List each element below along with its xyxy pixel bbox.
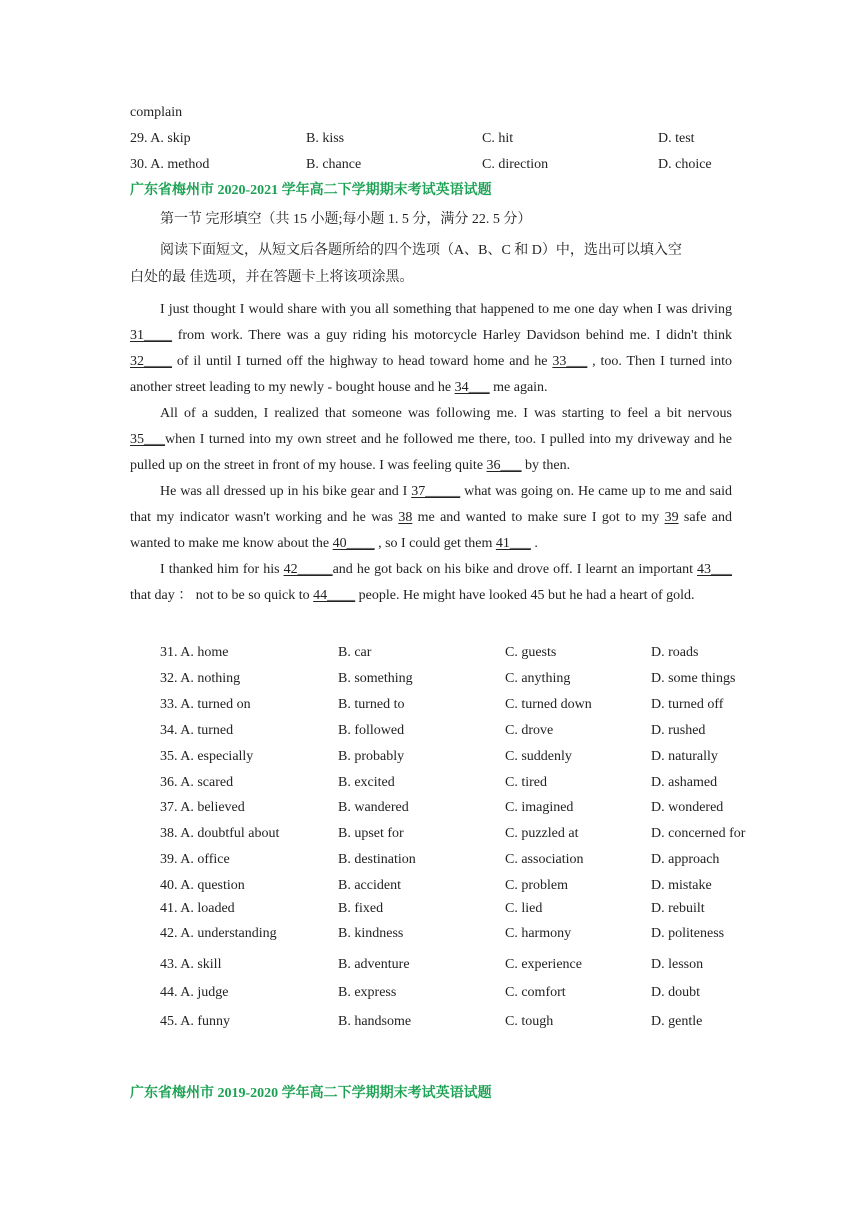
option-row-42 [130,924,830,944]
paragraph-2: All of a sudden, I realized that someone was following me. I was starting to feel a bit nervous 35___when I turned into my own street and he followed me there, too. I pulled into my driveway and he pulled up on the street in front of my house. I was feeling quite 36___ by then. [130,406,732,473]
instruction-line-2: 白处的最 佳选项，并在答题卡上将该项涂黑。 [130,270,414,285]
carry-word: complain [130,105,183,120]
option-row-35 [130,747,830,767]
option-row-39 [130,850,830,870]
option-a: 41. A. loaded [160,901,235,916]
option-row-45 [130,1012,830,1032]
option-row-41 [130,899,830,919]
option-a: 33. A. turned on [160,697,251,712]
option-d: D. naturally [651,749,718,764]
blank-34: 34___ [454,380,490,395]
paragraph-3: He was all dressed up in his bike gear and I 37_____ what was going on. He came up to me and said that my indicator wasn't working and he was 38 me and wanted to make sure I got to my 39 safe and wanted to make me know about the 40____ , so I could get them 41___ . [130,484,732,551]
blank-32: 32____ [130,354,172,369]
option-b: B. adventure [338,957,410,972]
option-b: B. turned to [338,697,405,712]
option-c: C. anything [505,671,571,686]
blank-42: 42_____ [283,562,333,577]
option-a: 44. A. judge [160,985,229,1000]
cloze-passage [130,297,732,609]
blank-39: 39 [664,510,679,525]
option-b: B. destination [338,852,416,867]
option-d: D. test [658,131,695,146]
option-c: C. direction [482,157,549,172]
option-a: 36. A. scared [160,775,234,790]
option-row-30 [130,155,830,175]
option-b: B. kiss [306,131,345,146]
option-a: 38. A. doubtful about [160,826,280,841]
option-a: 34. A. turned [160,723,234,738]
option-d: D. gentle [651,1014,703,1029]
option-a: 39. A. office [160,852,230,867]
option-b: B. upset for [338,826,404,841]
blank-40: 40____ [332,536,375,551]
option-d: D. rebuilt [651,901,705,916]
blank-36: 36___ [486,458,522,473]
option-row-31 [130,643,830,663]
option-row-32 [130,669,830,689]
option-row-33 [130,695,830,715]
option-d: D. turned off [651,697,724,712]
option-c: C. experience [505,957,582,972]
option-d: D. concerned for [651,826,746,841]
option-b: B. kindness [338,926,404,941]
blank-33: 33___ [552,354,588,369]
blank-37: 37_____ [411,484,461,499]
option-b: B. accident [338,878,401,893]
option-row-43 [130,955,830,975]
option-b: B. fixed [338,901,384,916]
option-row-36 [130,773,830,793]
option-b: B. chance [306,157,362,172]
option-a: 45. A. funny [160,1014,230,1029]
option-d: D. choice [658,157,712,172]
option-d: D. lesson [651,957,704,972]
blank-38: 38 [398,510,413,525]
option-d: D. politeness [651,926,725,941]
option-b: B. followed [338,723,405,738]
instruction-line-1: 阅读下面短文，从短文后各题所给的四个选项（A、B、C 和 D）中，选出可以填入空 [160,243,682,258]
option-row-44 [130,983,830,1003]
option-c: C. tired [505,775,547,790]
option-d: D. wondered [651,800,724,815]
option-row-40 [130,876,830,896]
option-d: D. some things [651,671,736,686]
option-d: D. roads [651,645,699,660]
option-c: C. drove [505,723,554,738]
option-c: C. hit [482,131,514,146]
option-a: 30. A. method [130,157,210,172]
option-b: B. express [338,985,397,1000]
blank-43: 43___ [697,562,733,577]
option-b: B. something [338,671,413,686]
option-c: C. puzzled at [505,826,579,841]
option-a: 31. A. home [160,645,229,660]
option-c: C. lied [505,901,543,916]
option-c: C. suddenly [505,749,572,764]
option-b: B. probably [338,749,405,764]
option-row-38 [130,824,830,844]
option-d: D. ashamed [651,775,718,790]
option-d: D. approach [651,852,720,867]
option-c: C. association [505,852,584,867]
option-c: C. comfort [505,985,566,1000]
blank-44: 44____ [313,588,356,603]
option-c: C. guests [505,645,557,660]
option-b: B. excited [338,775,395,790]
option-a: 32. A. nothing [160,671,241,686]
option-row-37 [130,798,830,818]
option-c: C. tough [505,1014,554,1029]
option-d: D. doubt [651,985,700,1000]
option-row-34 [130,721,830,741]
option-a: 40. A. question [160,878,245,893]
option-row-29 [130,129,830,149]
option-a: 43. A. skill [160,957,222,972]
option-a: 35. A. especially [160,749,254,764]
option-c: C. harmony [505,926,572,941]
blank-35: 35___ [130,432,165,447]
blank-31: 31____ [130,328,172,343]
option-a: 29. A. skip [130,131,191,146]
option-d: D. mistake [651,878,712,893]
option-a: 42. A. understanding [160,926,277,941]
option-d: D. rushed [651,723,706,738]
section-heading-2019: 广东省梅州市 2019-2020 学年高二下学期期末考试英语试题 [130,1086,492,1101]
paragraph-1: I just thought I would share with you all something that happened to me one day when I was driving 31____ from work. There was a guy riding his motorcycle Harley Davidson behind me. I didn't think 32____ of il until I turned off the highway to head toward home and he 33___ , too. Then I turned into another street leading to my newly - bought house and he 34___ me again. [130,302,733,395]
option-b: B. car [338,645,372,660]
option-c: C. problem [505,878,568,893]
option-c: C. turned down [505,697,592,712]
section-heading-2020: 广东省梅州市 2020-2021 学年高二下学期期末考试英语试题 [130,183,492,198]
paragraph-4: I thanked him for his 42_____and he got back on his bike and drove off. I learnt an important 43___ that day ： not to be so quick to 44____ people. He might have looked 45 but he had a heart of gold. [130,562,733,603]
blank-41: 41___ [495,536,531,551]
option-b: B. wandered [338,800,409,815]
option-c: C. imagined [505,800,574,815]
option-b: B. handsome [338,1014,412,1029]
part-title: 第一节 完形填空（共 15 小题;每小题 1. 5 分，满分 22. 5 分） [160,212,532,227]
option-a: 37. A. believed [160,800,245,815]
